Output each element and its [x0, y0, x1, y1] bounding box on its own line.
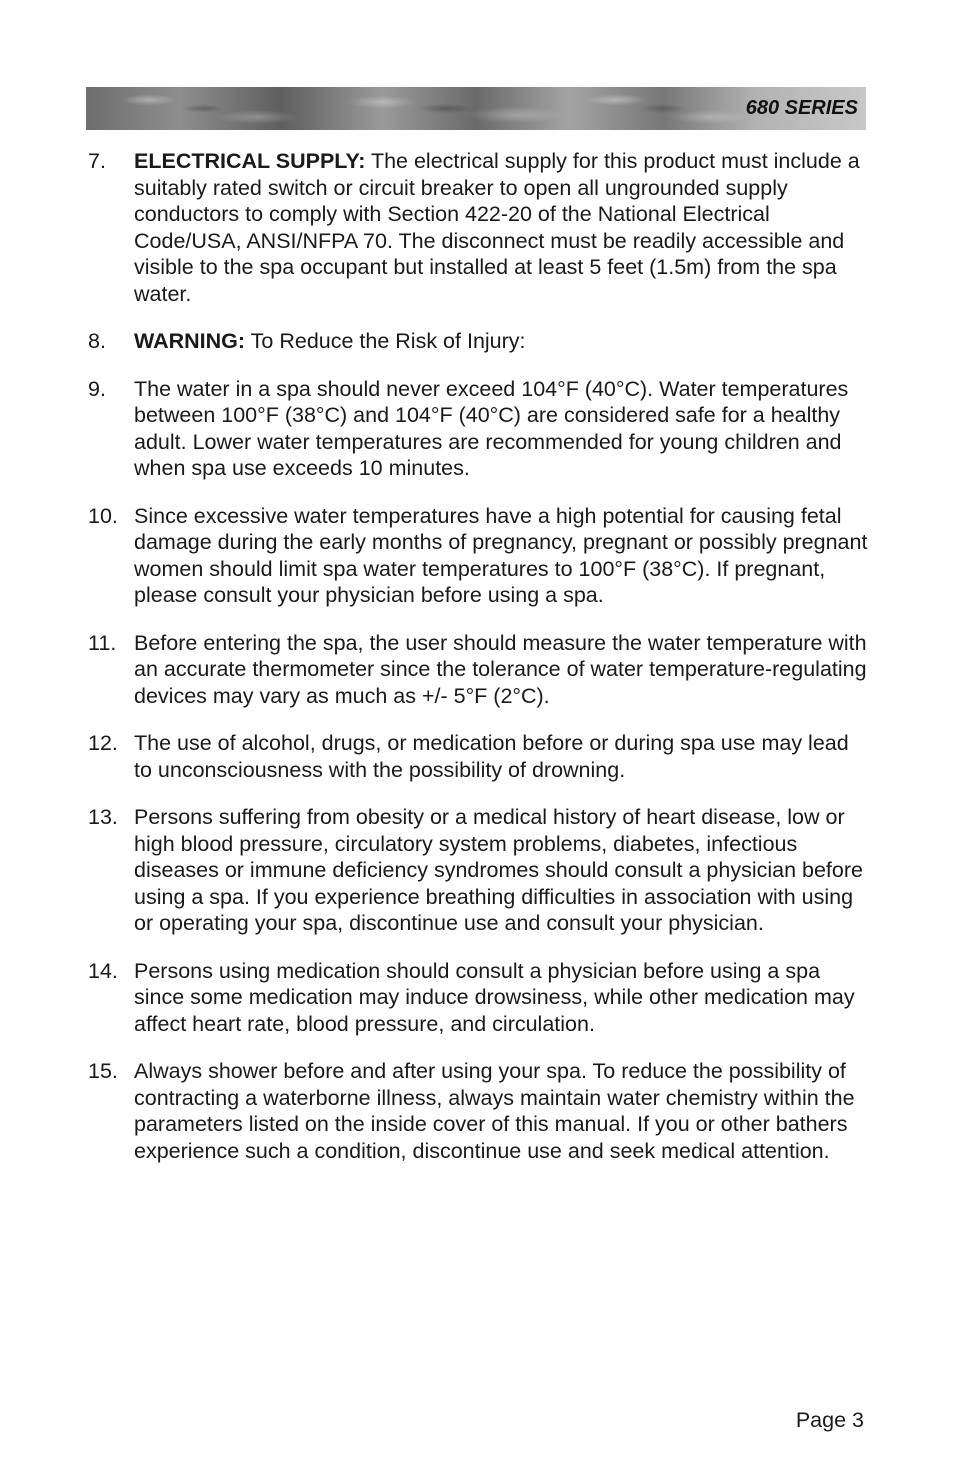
item-number: 8. — [88, 329, 106, 353]
list-item — [88, 328, 868, 355]
item-body: Since excessive water temperatures have a high potential for causing fetal damage during the early months of pregnancy, pregnant or possibly pregnant women should limit spa water temperatures to 100°F (38°C). If pregnant, please consult your physician before using a spa. — [134, 503, 868, 607]
list-item — [88, 730, 868, 783]
item-number: 13. — [88, 805, 118, 829]
item-body: Persons suffering from obesity or a medical history of heart disease, low or high blood pressure, circulatory system problems, diabetes, infectious diseases or immune deficiency syndromes should consult a physician before using a spa. If you experience breathing difficulties in association with using or operating your spa, discontinue use and consult your physician. — [134, 805, 863, 935]
list-item — [88, 148, 868, 307]
list-item — [88, 958, 868, 1038]
item-bold-lead: ELECTRICAL SUPPLY: — [134, 149, 366, 173]
list-item — [88, 376, 868, 482]
item-body: Before entering the spa, the user should measure the water temperature with an accurate thermometer since the tolerance of water temperature-regulating devices may vary as much as +/- 5°F (2°C). — [134, 630, 867, 708]
item-text — [134, 328, 868, 355]
item-number: 15. — [88, 1059, 118, 1083]
list-item — [88, 630, 868, 710]
item-number: 12. — [88, 731, 118, 755]
list-item — [88, 1058, 868, 1164]
item-number: 7. — [88, 149, 106, 173]
item-body: To Reduce the Risk of Injury: — [245, 329, 526, 353]
item-number: 14. — [88, 958, 118, 983]
item-number: 9. — [88, 376, 106, 401]
item-body: The use of alcohol, drugs, or medication before or during spa use may lead to unconsciousness with the possibility of drowning. — [134, 731, 849, 782]
page-number: Page 3 — [795, 1408, 864, 1432]
item-bold-lead: WARNING: — [134, 329, 246, 353]
series-title: 680 SERIES — [745, 97, 858, 119]
item-body: The water in a spa should never exceed 104°F (40°C). Water temperatures between 100°F (38°C) and 104°F (40°C) are considered safe for a healthy adult. Lower water temperatures are recommended for young children and when spa use exceeds 10 minutes. — [134, 376, 849, 480]
header-banner — [86, 87, 866, 130]
list-item — [88, 804, 868, 937]
item-body: The electrical supply for this product must include a suitably rated switch or circuit breaker to open all ungrounded supply conductors to comply with Section 422-20 of the National Electrical Code/USA, ANSI/NFPA 70. The disconnect must be readily accessible and visible to the spa occupant but installed at least 5 feet (1.5m) from the spa water. — [134, 149, 860, 306]
safety-instructions-list — [88, 148, 868, 1185]
item-text — [134, 148, 868, 307]
item-body: Persons using medication should consult a physician before using a spa since some medication may induce drowsiness, while other medication may affect heart rate, blood pressure, and circulation. — [134, 958, 855, 1036]
item-body: Always shower before and after using your spa. To reduce the possibility of contracting a waterborne illness, always maintain water chemistry within the parameters listed on the inside cover of this manual. If you or other bathers experience such a condition, discontinue use and seek medical attention. — [134, 1059, 855, 1163]
item-number: 11. — [88, 630, 117, 655]
item-number: 10. — [88, 503, 118, 528]
list-item — [88, 503, 868, 609]
